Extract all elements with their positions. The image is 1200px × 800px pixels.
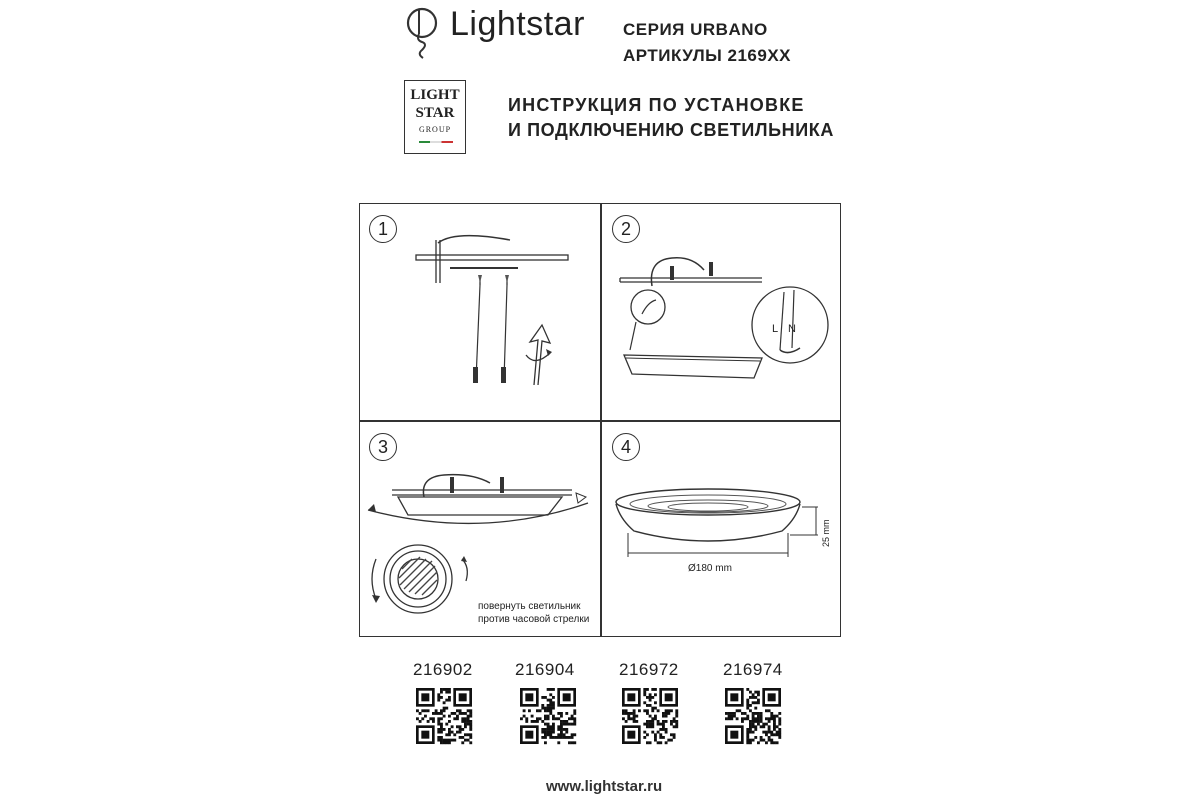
group-logo-line-2: STAR: [415, 105, 455, 121]
articles-title: АРТИКУЛЫ 2169XX: [623, 46, 792, 65]
step-4-illustration: [612, 485, 836, 585]
product-code-216902: 216902: [413, 660, 473, 679]
height-label: 25 mm: [821, 519, 831, 547]
step-1-number: 1: [369, 215, 397, 243]
group-logo-line-1: LIGHT: [410, 87, 460, 103]
qr-code-icon[interactable]: [416, 688, 472, 744]
step-2-illustration: [612, 240, 836, 415]
instruction-title-line-2: И ПОДКЛЮЧЕНИЮ СВЕТИЛЬНИКА: [508, 120, 834, 140]
brand-name: Lightstar: [450, 5, 585, 43]
qr-code-icon[interactable]: [520, 688, 576, 744]
website-link[interactable]: www.lightstar.ru: [546, 778, 663, 795]
product-code-216904: 216904: [515, 660, 575, 679]
qr-code-icon[interactable]: [622, 688, 678, 744]
instruction-title-line-1: ИНСТРУКЦИЯ ПО УСТАНОВКЕ: [508, 95, 805, 115]
step-3-caption-line-2: против часовой стрелки: [478, 614, 590, 625]
neutral-wire-label: N: [788, 323, 796, 335]
product-code-216972: 216972: [619, 660, 679, 679]
step-2-number: 2: [612, 215, 640, 243]
step-1-illustration: [400, 225, 590, 405]
step-3-caption-line-1: повернуть светильник: [478, 601, 581, 612]
step-3-illustration: [362, 455, 592, 620]
lightstar-logo-icon: [402, 4, 446, 64]
light-star-group-logo: [404, 80, 466, 154]
qr-code-icon[interactable]: [725, 688, 781, 744]
step-4-number: 4: [612, 433, 640, 461]
product-code-216974: 216974: [723, 660, 783, 679]
diameter-label: Ø180 mm: [688, 563, 732, 574]
step-3-number: 3: [369, 433, 397, 461]
series-title: СЕРИЯ URBANO: [623, 20, 768, 39]
grid-divider-horizontal: [359, 420, 841, 422]
group-logo-line-3: GROUP: [418, 125, 452, 134]
live-wire-label: L: [772, 323, 779, 335]
